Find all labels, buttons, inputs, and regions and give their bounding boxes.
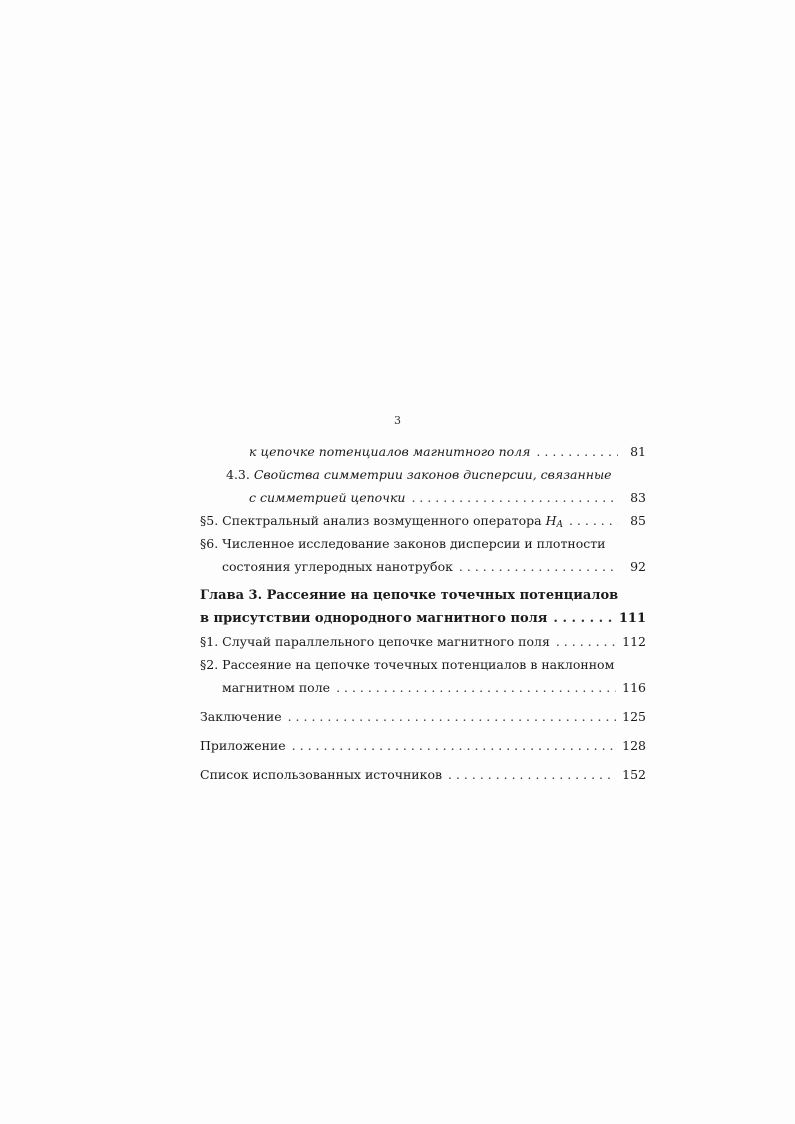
toc-entry [200, 440, 646, 463]
toc-entry [200, 509, 646, 532]
dot-leader [411, 486, 618, 509]
toc-entry-title: Случай параллельного цепочке магнитного поля [222, 634, 550, 649]
toc-entry-title: Список использованных источников [200, 767, 443, 782]
toc-page-number: 81 [630, 444, 646, 459]
toc-entry [200, 486, 646, 509]
toc-page-number: 85 [630, 513, 646, 528]
toc-page-number: 112 [622, 634, 646, 649]
toc-entry-number: §6. [200, 536, 219, 551]
toc-entry-title: Приложение [200, 738, 286, 753]
toc-entry [200, 734, 646, 757]
toc-page-number: 152 [622, 767, 646, 782]
dot-leader [292, 734, 616, 757]
page-number: 3 [394, 414, 401, 427]
toc-entry [200, 555, 646, 578]
toc-entry-title: к цепочке потенциалов магнитного поля [249, 444, 531, 459]
toc-entry [200, 705, 646, 728]
toc-chapter-entry [200, 584, 646, 607]
toc-page-number: 116 [622, 680, 646, 695]
toc-entry-title: состояния углеродных нанотрубок [222, 559, 453, 574]
table-of-contents [200, 440, 646, 786]
toc-page-number: 128 [622, 738, 646, 753]
toc-entry-title: магнитном поле [222, 680, 331, 695]
toc-page-number: 83 [630, 490, 646, 505]
dot-leader [448, 763, 616, 786]
toc-entry [200, 653, 646, 676]
toc-entry [200, 532, 646, 555]
dot-leader [556, 630, 616, 653]
toc-entry-title: с симметрией цепочки [249, 490, 406, 505]
operator-subscript: A [556, 520, 563, 530]
toc-page-number: 92 [630, 559, 646, 574]
toc-entry-number: §1. [200, 634, 219, 649]
toc-chapter-title: Глава 3. Рассеяние на цепочке точечных потенциалов [200, 588, 619, 603]
dot-leader [536, 440, 618, 463]
toc-entry-number: §2. [200, 657, 219, 672]
toc-entry-title: Заключение [200, 709, 282, 724]
toc-entry [200, 630, 646, 653]
dot-leader [336, 676, 616, 699]
toc-page-number: 111 [618, 611, 646, 626]
toc-entry [200, 763, 646, 786]
toc-chapter-entry [200, 607, 646, 630]
dot-leader [569, 509, 618, 532]
toc-entry [200, 463, 646, 486]
dot-leader [459, 555, 618, 578]
toc-entry-title: Рассеяние на цепочке точечных потенциалов в наклонном [222, 657, 615, 672]
dot-leader [553, 607, 612, 630]
toc-entry-number: 4.3. [226, 467, 250, 482]
operator-symbol: H [545, 513, 557, 528]
toc-entry-title: Спектральный анализ возмущенного оператора [222, 513, 542, 528]
toc-entry [200, 676, 646, 699]
toc-entry-title: Численное исследование законов дисперсии и плотности [222, 536, 606, 551]
toc-page-number: 125 [622, 709, 646, 724]
dot-leader [288, 705, 617, 728]
toc-chapter-title: в присутствии однородного магнитного поля [200, 611, 548, 626]
toc-entry-title: Свойства симметрии законов дисперсии, связанные [253, 467, 612, 482]
toc-entry-number: §5. [200, 513, 219, 528]
